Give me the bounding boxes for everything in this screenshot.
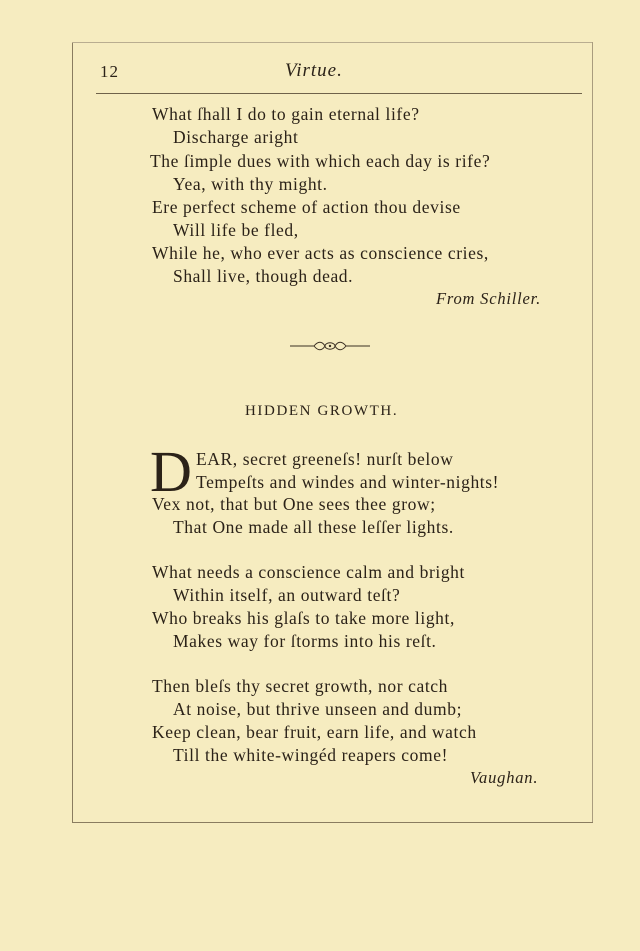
ornament-divider-icon bbox=[290, 338, 370, 354]
poem-line: Then bleſs thy secret growth, nor catch bbox=[152, 676, 449, 696]
poem-line: What ſhall I do to gain eternal life? bbox=[152, 104, 420, 124]
poem-title: HIDDEN GROWTH. bbox=[245, 403, 399, 419]
poem-line: What needs a conscience calm and bright bbox=[152, 562, 465, 582]
poem-line: The ſimple dues with which each day is rife? bbox=[150, 151, 491, 171]
poem-line: Will life be fled, bbox=[173, 220, 299, 240]
page-frame-right-edge bbox=[592, 42, 593, 822]
poem-line: Vex not, that but One sees thee grow; bbox=[152, 494, 436, 514]
poem-line: At noise, but thrive unseen and dumb; bbox=[173, 699, 463, 719]
attribution-schiller: From Schiller. bbox=[436, 289, 541, 308]
poem-line: Till the white-wingéd reapers come! bbox=[173, 745, 449, 765]
page-frame-top-edge bbox=[72, 42, 592, 43]
page-number: 12 bbox=[100, 62, 119, 81]
poem-line: Keep clean, bear fruit, earn life, and watch bbox=[152, 722, 477, 742]
poem-line: Tempeſts and windes and winter-nights! bbox=[196, 472, 500, 492]
poem-line: Discharge aright bbox=[173, 127, 299, 147]
poem-line: Shall live, though dead. bbox=[173, 266, 354, 286]
poem-line: While he, who ever acts as conscience cries, bbox=[152, 243, 489, 263]
poem-line: Ere perfect scheme of action thou devise bbox=[152, 197, 461, 217]
poem-line: That One made all these leſſer lights. bbox=[173, 517, 454, 537]
poem-line: EAR, secret greeneſs! nurſt below bbox=[196, 449, 454, 469]
poem-line: Who breaks his glaſs to take more light, bbox=[152, 608, 455, 628]
header-rule bbox=[96, 93, 582, 94]
poem-line: Within itself, an outward teſt? bbox=[173, 585, 401, 605]
poem-line: Makes way for ſtorms into his reſt. bbox=[173, 631, 437, 651]
drop-cap: D bbox=[150, 439, 192, 504]
poem-line: Yea, with thy might. bbox=[173, 174, 328, 194]
attribution-vaughan: Vaughan. bbox=[470, 768, 539, 787]
running-head: Virtue. bbox=[285, 60, 343, 81]
